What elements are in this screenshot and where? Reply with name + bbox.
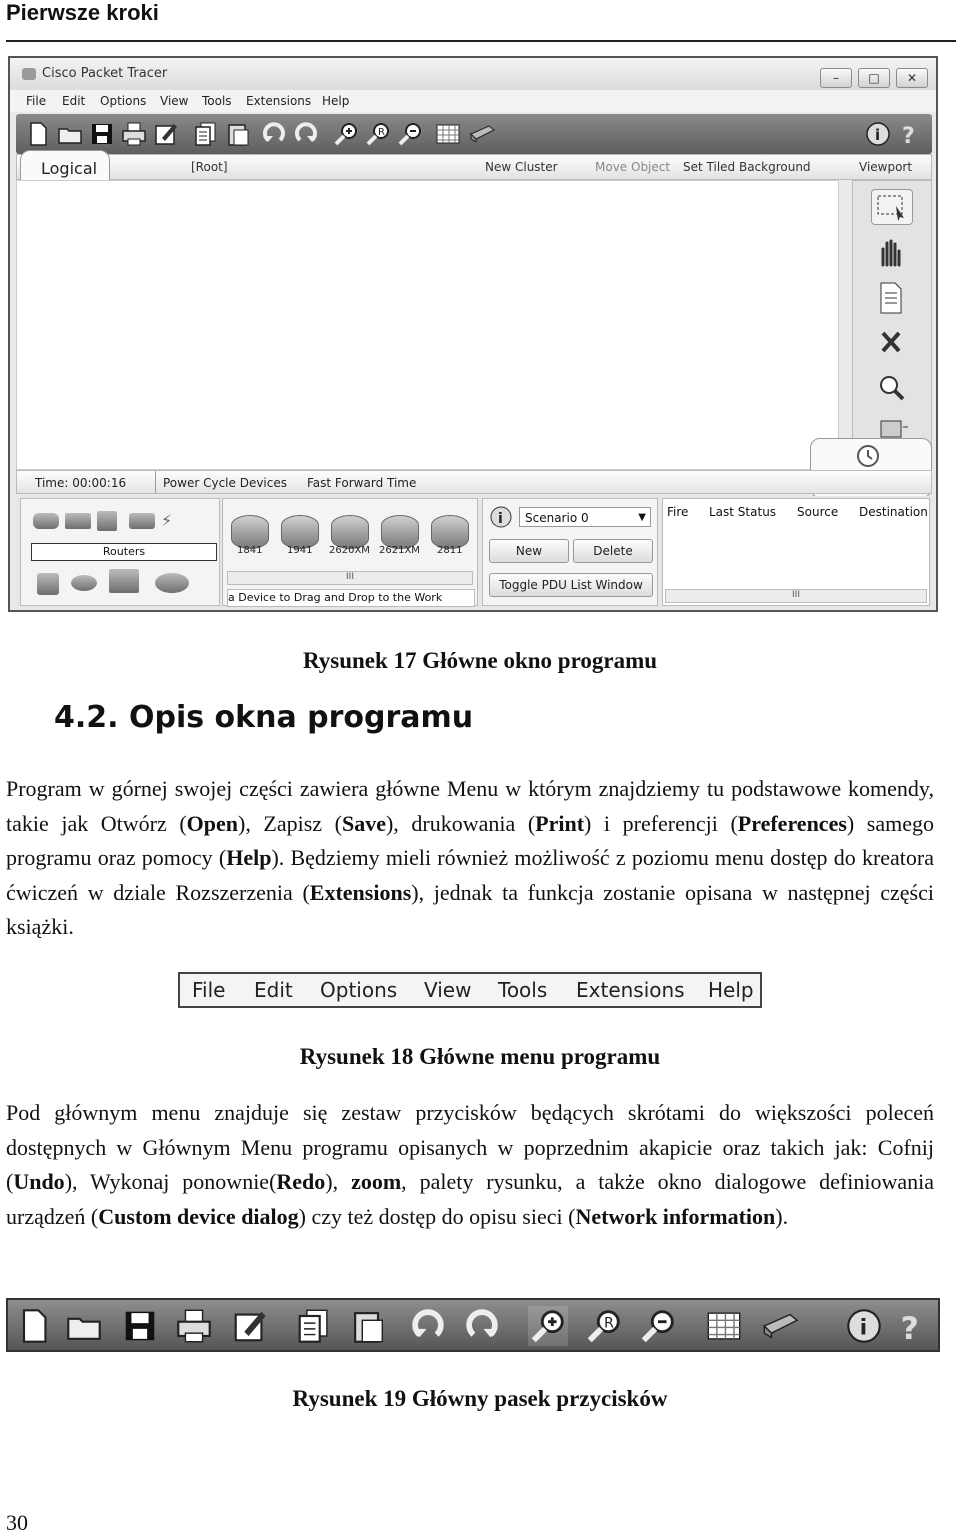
logical-workspace[interactable]: [16, 180, 844, 470]
figure-18-caption: Rysunek 18 Główne menu programu: [299, 1044, 661, 1069]
zoom-out-icon[interactable]: [396, 120, 424, 148]
svg-text:?: ?: [900, 1310, 919, 1346]
save-icon: [120, 1306, 160, 1346]
figure-17-caption: Rysunek 17 Główne okno programu: [302, 648, 658, 673]
save-icon[interactable]: [88, 120, 116, 148]
app-icon: [22, 68, 36, 80]
menu-help: Help: [708, 978, 754, 1002]
menu-view: View: [424, 978, 472, 1002]
time-bar: [16, 470, 932, 494]
end-devices-category-icon[interactable]: [37, 573, 59, 595]
new-scenario-button[interactable]: New: [489, 539, 569, 563]
palette-icon[interactable]: [434, 120, 462, 148]
open-folder-icon: [64, 1306, 104, 1346]
zoom-in-icon: [528, 1306, 568, 1346]
menu-file: File: [192, 978, 226, 1002]
minimize-button[interactable]: –: [820, 68, 852, 88]
menu-view[interactable]: View: [160, 94, 189, 108]
connections-category-icon[interactable]: ⚡: [161, 511, 173, 530]
activity-wizard-icon[interactable]: [152, 120, 180, 148]
activity-wizard-icon: [230, 1306, 270, 1346]
zoom-reset-icon: [584, 1306, 624, 1346]
category-label: Routers: [31, 543, 217, 561]
pdu-list-panel: [662, 498, 930, 606]
menu-file[interactable]: File: [26, 94, 47, 108]
move-layout-icon[interactable]: [871, 235, 911, 269]
power-cycle-devices-button[interactable]: Power Cycle Devices: [163, 476, 287, 490]
router-1841-icon[interactable]: [231, 515, 269, 549]
router-1941-icon[interactable]: [281, 515, 319, 549]
help-icon: [892, 1306, 932, 1346]
menu-options[interactable]: Options: [100, 94, 147, 108]
inspect-icon[interactable]: [871, 371, 911, 405]
zoom-in-icon[interactable]: [332, 120, 360, 148]
page-number: 30: [6, 1510, 28, 1535]
pdu-col-fire: Fire: [667, 505, 689, 519]
delete-scenario-button[interactable]: Delete: [573, 539, 653, 563]
window-menubar: [10, 90, 936, 112]
hubs-category-icon[interactable]: [97, 511, 117, 531]
router-model-label: 2620XM: [329, 545, 370, 556]
routers-category-icon[interactable]: [33, 513, 59, 529]
zoom-reset-icon[interactable]: [364, 120, 392, 148]
multiuser-category-icon[interactable]: [155, 573, 189, 593]
undo-icon[interactable]: [260, 120, 288, 148]
info-icon: [844, 1306, 884, 1346]
info-icon[interactable]: [864, 120, 892, 148]
custom-device-icon[interactable]: [468, 120, 496, 148]
fast-forward-time-button[interactable]: Fast Forward Time: [307, 476, 417, 490]
menu-extensions: Extensions: [576, 978, 685, 1002]
pdu-col-source: Source: [797, 505, 839, 519]
device-models-panel: [222, 498, 478, 606]
figure-19-caption: Rysunek 19 Główny pasek przycisków: [292, 1386, 668, 1411]
time-readout: Time: 00:00:16: [35, 476, 127, 490]
scenario-select[interactable]: [519, 507, 651, 527]
wireless-category-icon[interactable]: [129, 513, 155, 529]
viewport-button[interactable]: Viewport: [859, 160, 913, 174]
print-icon[interactable]: [120, 120, 148, 148]
menu-tools: Tools: [498, 978, 548, 1002]
root-label[interactable]: [Root]: [191, 160, 228, 174]
router-model-label: 2621XM: [379, 545, 420, 556]
menu-edit: Edit: [254, 978, 293, 1002]
router-2621xm-icon[interactable]: [381, 515, 419, 549]
router-model-label: 1841: [237, 545, 263, 556]
router-model-label: 2811: [437, 545, 463, 556]
open-folder-icon[interactable]: [56, 120, 84, 148]
zoom-out-icon: [638, 1306, 678, 1346]
copy-icon: [294, 1306, 334, 1346]
svg-text:R: R: [604, 1315, 614, 1332]
window-title: Cisco Packet Tracer: [42, 66, 168, 81]
custom-devices-category-icon[interactable]: [109, 569, 139, 593]
logical-workspace-bar: [16, 154, 932, 180]
clock-icon: [855, 443, 881, 469]
delete-icon[interactable]: [871, 325, 911, 359]
svg-text:i: i: [875, 126, 881, 144]
section-title: 4.2. Opis okna programu: [54, 700, 474, 735]
svg-text:i: i: [859, 1315, 868, 1341]
main-toolbar-figure: [6, 1298, 940, 1352]
undo-icon: [408, 1306, 448, 1346]
router-2811-icon[interactable]: [431, 515, 469, 549]
router-2620xm-icon[interactable]: [331, 515, 369, 549]
select-icon[interactable]: [871, 189, 913, 225]
paragraph-2: Pod głównym menu znajduje się zestaw przycisków będących skrótami do większości poleceń dostępnych w Głównym Menu programu opisanych w poprzednim akapicie oraz takich jak: Cofnij (Undo), Wykonaj ponownie(Redo), zoom, palety rysunku, a także okno dialogowe definiowania urządzeń (Custom device dialog) czy też dostęp do opisu sieci (Network information).: [6, 1100, 934, 1229]
svg-text:?: ?: [902, 124, 915, 148]
paragraph-1: Program w górnej swojej części zawiera główne Menu w którym znajdziemy tu podstawowe komendy, takie jak Otwórz (Open), Zapisz (Save), drukowania (Print) i preferencji (Preferences) samego programu oraz pomocy (Help). Będziemy mieli również możliwość z poziomu menu dostęp do kreatora ćwiczeń w dziale Rozszerzenia (Extensions), jednak ta funkcja zostanie opisana w następnej części książki.: [6, 776, 935, 939]
menu-options: Options: [320, 978, 398, 1002]
paste-icon: [348, 1306, 388, 1346]
toggle-pdu-list-button[interactable]: Toggle PDU List Window: [489, 573, 653, 597]
header-rule: [6, 40, 956, 42]
print-icon: [174, 1306, 214, 1346]
device-hint: a Device to Drag and Drop to the Work: [227, 589, 475, 607]
paste-icon[interactable]: [224, 120, 252, 148]
custom-device-icon: [760, 1306, 800, 1346]
packet-tracer-window-figure: [8, 56, 938, 612]
maximize-button[interactable]: □: [858, 68, 890, 88]
pdu-col-last-status: Last Status: [709, 505, 777, 519]
menu-help[interactable]: Help: [322, 94, 350, 108]
pdu-col-destination: Destination: [859, 505, 928, 519]
palette-icon: [704, 1306, 744, 1346]
switches-category-icon[interactable]: [65, 513, 91, 529]
info-icon[interactable]: [489, 505, 513, 529]
move-object-button[interactable]: Move Object: [595, 160, 671, 174]
logical-tab-label: Logical: [41, 159, 98, 178]
scenario-panel: [482, 498, 658, 606]
redo-icon[interactable]: [292, 120, 320, 148]
device-type-panel: [20, 498, 220, 606]
redo-icon: [462, 1306, 502, 1346]
bottom-panel: [16, 496, 932, 608]
window-titlebar: [10, 58, 936, 90]
new-file-icon: [14, 1306, 54, 1346]
svg-text:R: R: [378, 127, 385, 138]
main-menu-figure: [178, 972, 762, 1008]
wan-emulation-category-icon[interactable]: [71, 575, 97, 591]
place-note-icon[interactable]: [871, 281, 911, 315]
set-tiled-background-button[interactable]: Set Tiled Background: [683, 160, 811, 174]
page-header-title: Pierwsze kroki: [6, 0, 159, 25]
pdu-scrollbar[interactable]: III: [665, 589, 927, 603]
models-scrollbar[interactable]: III: [227, 571, 473, 585]
workspace-scrollbar[interactable]: [838, 180, 853, 470]
chevron-down-icon: ▼: [638, 512, 646, 523]
menu-edit[interactable]: Edit: [62, 94, 86, 108]
close-button[interactable]: ✕: [896, 68, 928, 88]
menu-tools[interactable]: Tools: [202, 94, 232, 108]
scenario-selected-value: Scenario 0: [525, 511, 589, 525]
new-file-icon[interactable]: [24, 120, 52, 148]
common-tools-panel: [852, 180, 932, 470]
menu-extensions[interactable]: Extensions: [246, 94, 312, 108]
svg-text:i: i: [498, 511, 503, 527]
new-cluster-button[interactable]: New Cluster: [485, 160, 558, 174]
copy-icon[interactable]: [192, 120, 220, 148]
help-icon[interactable]: [896, 120, 924, 148]
router-model-label: 1941: [287, 545, 313, 556]
main-toolbar: [16, 114, 932, 154]
